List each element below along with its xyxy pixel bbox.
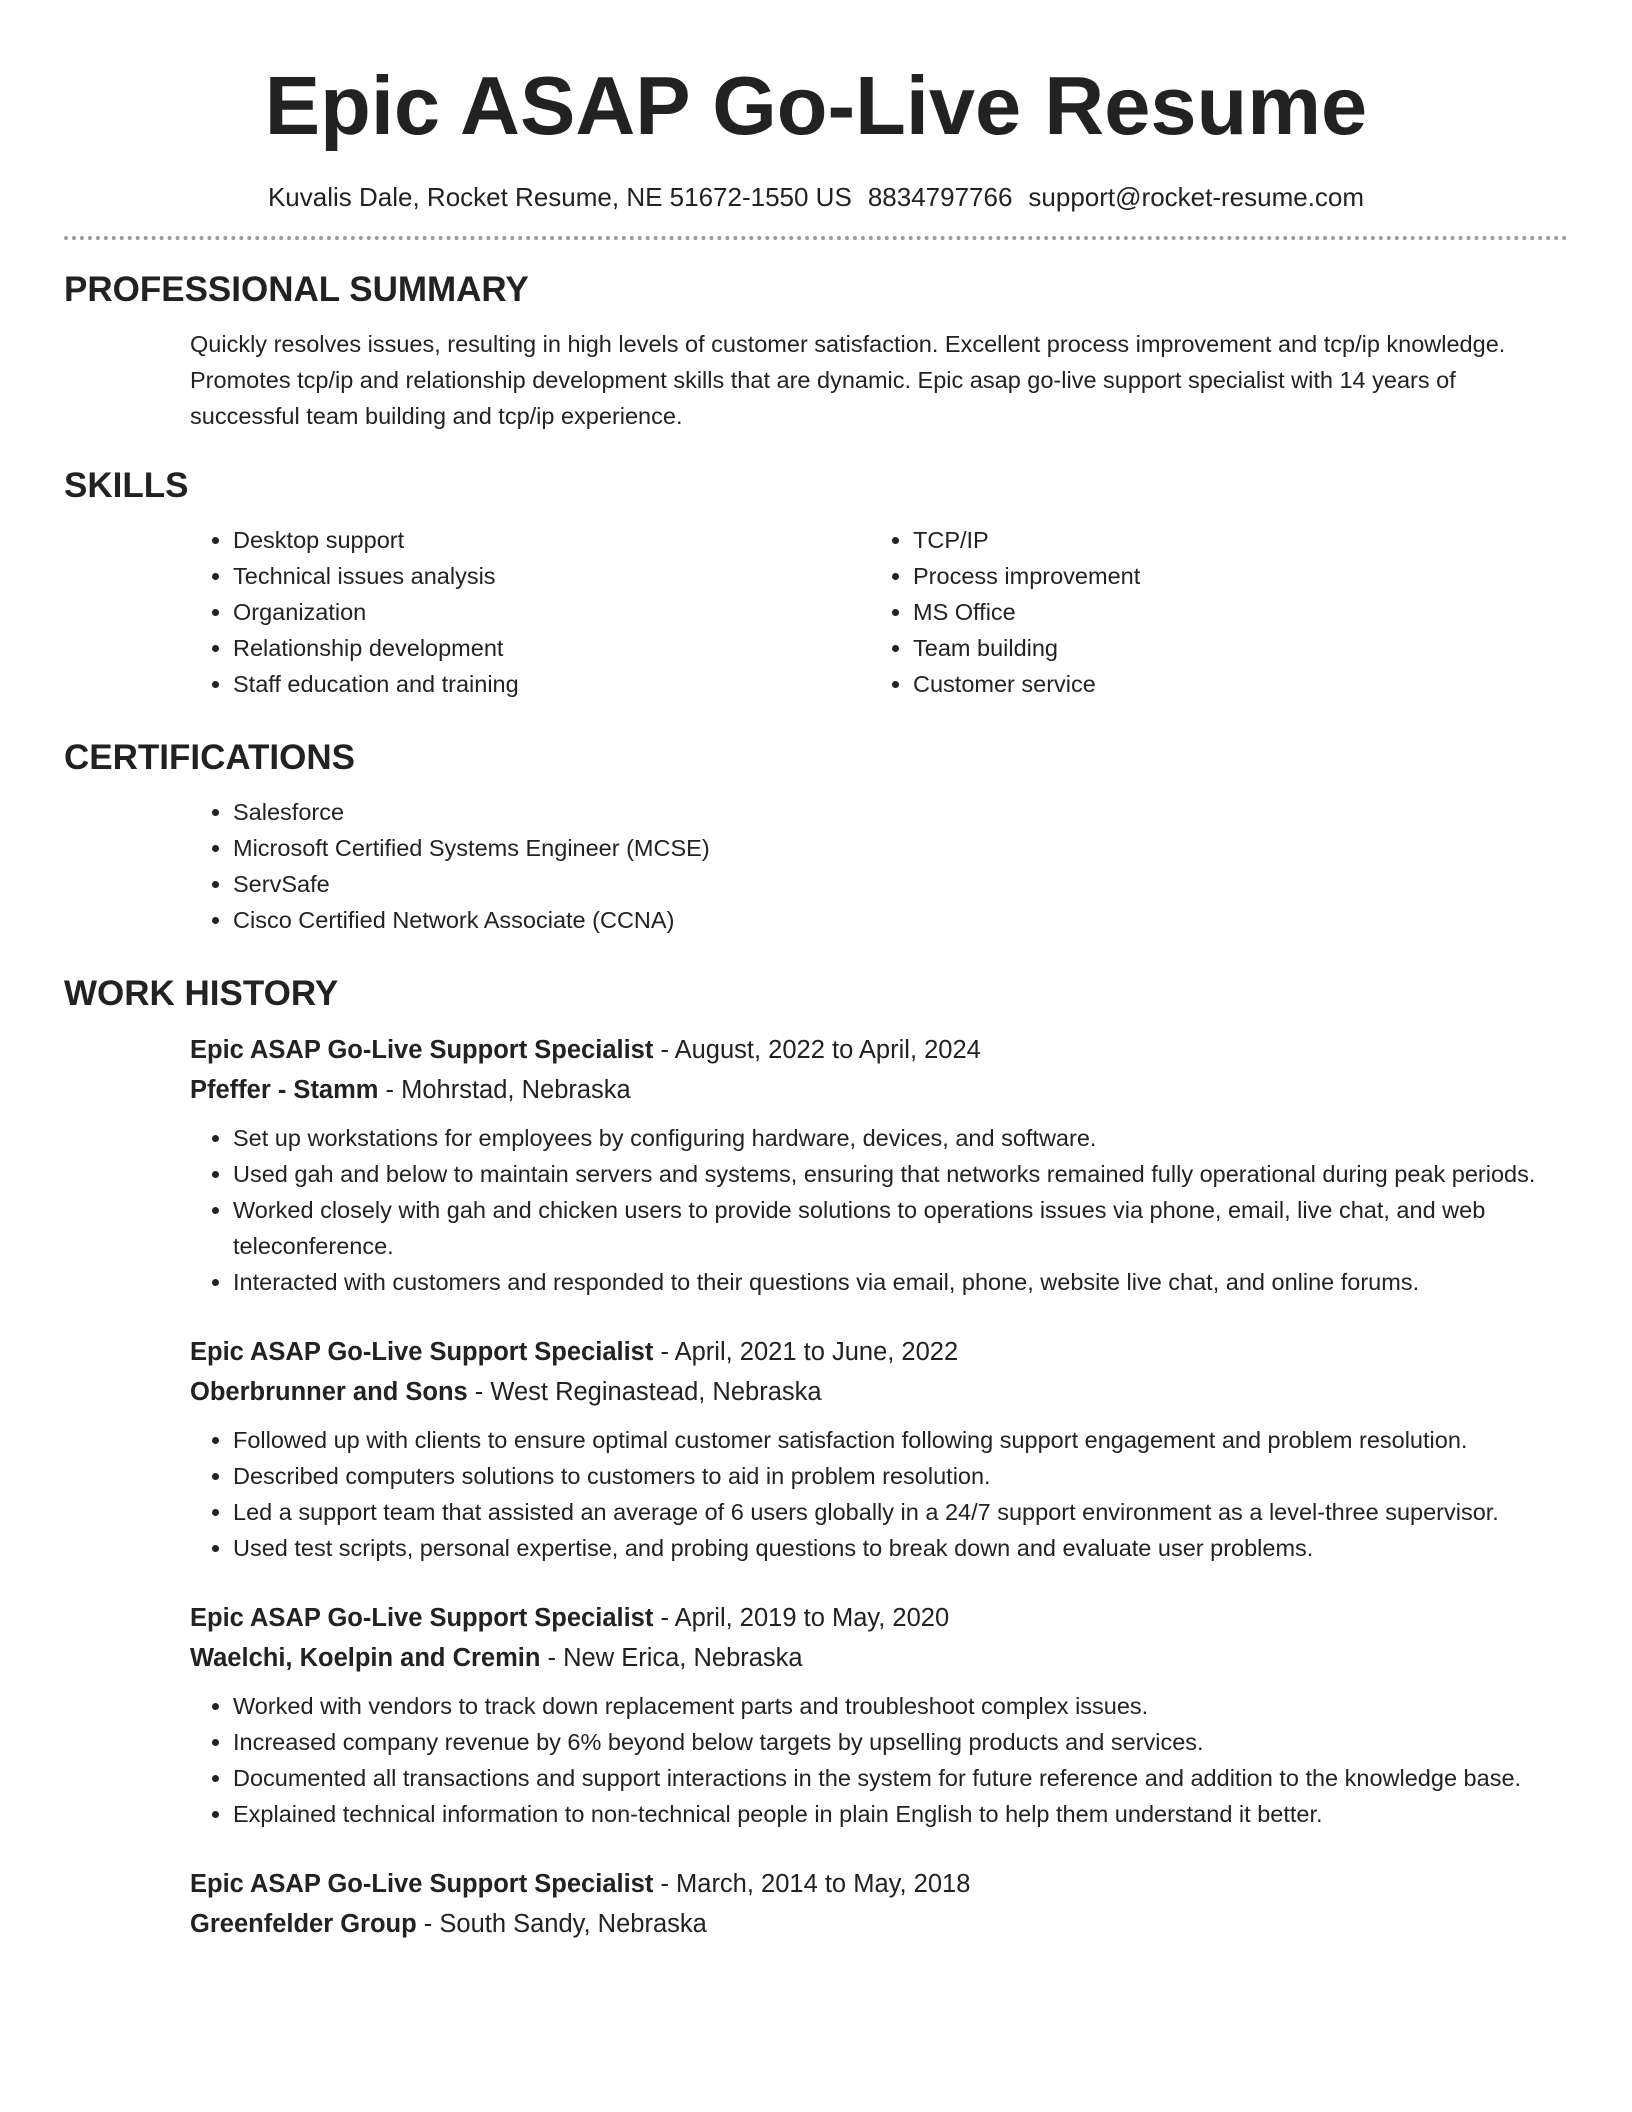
work-history-section	[64, 972, 1568, 1944]
job-location: - South Sandy, Nebraska	[416, 1910, 707, 1938]
job-location: - Mohrstad, Nebraska	[378, 1076, 631, 1104]
contact-line	[64, 180, 1568, 214]
skills-grid	[64, 522, 1568, 702]
contact-phone: 8834797766	[867, 182, 1013, 212]
job-company-line	[190, 1070, 1568, 1110]
job-entry	[190, 1332, 1568, 1566]
job-entry	[190, 1030, 1568, 1300]
job-bullet: • Used test scripts, personal expertise, and probing questions to break down and evaluate user problems.	[233, 1530, 1568, 1566]
summary-text: Quickly resolves issues, resulting in high levels of customer satisfaction. Excellent process improvement and tcp/ip knowledge. Promotes tcp/ip and relationship development skills that are dynamic. Epic asap go-live support specialist with 14 years of successful team building and tcp/ip experience.	[190, 331, 1506, 429]
certification-item: • ServSafe	[233, 866, 1568, 902]
job-bullet: • Documented all transactions and support interactions in the system for future reference and addition to the knowledge base.	[233, 1760, 1568, 1796]
job-bullet: • Interacted with customers and responded to their questions via email, phone, website live chat, and online forums.	[233, 1264, 1568, 1300]
certifications-heading: CERTIFICATIONS	[64, 738, 356, 777]
work-history-heading: WORK HISTORY	[64, 974, 339, 1013]
skill-item: • Process improvement	[913, 558, 1568, 594]
skill-item: • MS Office	[913, 594, 1568, 630]
summary-heading: PROFESSIONAL SUMMARY	[64, 270, 529, 309]
job-location: - West Reginastead, Nebraska	[467, 1378, 822, 1406]
skills-section	[64, 464, 1568, 702]
certifications-list	[190, 794, 1568, 938]
job-title: Epic ASAP Go-Live Support Specialist	[190, 1036, 654, 1064]
skills-list-right	[870, 522, 1568, 702]
job-bullet: • Led a support team that assisted an average of 6 users globally in a 24/7 support environment as a level-three supervisor.	[233, 1494, 1568, 1530]
skills-list-left	[190, 522, 870, 702]
contact-email: support@rocket-resume.com	[1028, 182, 1365, 212]
certification-item: • Salesforce	[233, 794, 1568, 830]
job-bullet: • Used gah and below to maintain servers and systems, ensuring that networks remained fully operational during peak periods.	[233, 1156, 1568, 1192]
job-title: Epic ASAP Go-Live Support Specialist	[190, 1870, 654, 1898]
work-history-body	[64, 1030, 1568, 1944]
job-bullet: • Explained technical information to non-technical people in plain English to help them understand it better.	[233, 1796, 1568, 1832]
job-title-line	[190, 1598, 1568, 1638]
job-company-line	[190, 1372, 1568, 1412]
job-company: Oberbrunner and Sons	[190, 1378, 468, 1406]
summary-section	[64, 268, 1568, 434]
job-title-line	[190, 1332, 1568, 1372]
job-company: Pfeffer - Stamm	[190, 1076, 379, 1104]
job-entry	[190, 1598, 1568, 1832]
summary-body	[64, 326, 1568, 434]
skill-item: • TCP/IP	[913, 522, 1568, 558]
certifications-body	[64, 794, 1568, 938]
skill-item: • Desktop support	[233, 522, 870, 558]
contact-address: Kuvalis Dale, Rocket Resume, NE 51672-1550 US	[267, 182, 852, 212]
job-bullets	[190, 1120, 1568, 1300]
job-title: Epic ASAP Go-Live Support Specialist	[190, 1338, 654, 1366]
job-title: Epic ASAP Go-Live Support Specialist	[190, 1604, 654, 1632]
job-title-line	[190, 1030, 1568, 1070]
certification-item: • Microsoft Certified Systems Engineer (MCSE)	[233, 830, 1568, 866]
skill-item: • Team building	[913, 630, 1568, 666]
job-company-line	[190, 1904, 1568, 1944]
job-bullet: • Worked closely with gah and chicken users to provide solutions to operations issues via phone, email, live chat, and web teleconference.	[233, 1192, 1568, 1264]
skill-item: • Staff education and training	[233, 666, 870, 702]
job-company: Greenfelder Group	[190, 1910, 417, 1938]
skill-item: • Organization	[233, 594, 870, 630]
job-bullet: • Described computers solutions to customers to aid in problem resolution.	[233, 1458, 1568, 1494]
job-entry	[190, 1864, 1568, 1944]
job-title-line	[190, 1864, 1568, 1904]
certifications-section	[64, 736, 1568, 938]
job-bullet: • Followed up with clients to ensure optimal customer satisfaction following support engagement and problem resolution.	[233, 1422, 1568, 1458]
job-bullet: • Set up workstations for employees by configuring hardware, devices, and software.	[233, 1120, 1568, 1156]
job-location: - New Erica, Nebraska	[540, 1644, 803, 1672]
job-dates: - April, 2019 to May, 2020	[653, 1604, 950, 1632]
job-bullet: • Worked with vendors to track down replacement parts and troubleshoot complex issues.	[233, 1688, 1568, 1724]
skills-heading: SKILLS	[64, 466, 189, 505]
job-bullets	[190, 1688, 1568, 1832]
job-company-line	[190, 1638, 1568, 1678]
resume-title: Epic ASAP Go-Live Resume	[264, 59, 1368, 152]
skill-item: • Relationship development	[233, 630, 870, 666]
job-dates: - March, 2014 to May, 2018	[653, 1870, 971, 1898]
job-company: Waelchi, Koelpin and Cremin	[190, 1644, 541, 1672]
job-dates: - August, 2022 to April, 2024	[653, 1036, 981, 1064]
job-bullet: • Increased company revenue by 6% beyond below targets by upselling products and services.	[233, 1724, 1568, 1760]
skill-item: • Technical issues analysis	[233, 558, 870, 594]
job-dates: - April, 2021 to June, 2022	[653, 1338, 959, 1366]
certification-item: • Cisco Certified Network Associate (CCNA)	[233, 902, 1568, 938]
header-divider	[64, 236, 1568, 240]
skill-item: • Customer service	[913, 666, 1568, 702]
job-bullets	[190, 1422, 1568, 1566]
